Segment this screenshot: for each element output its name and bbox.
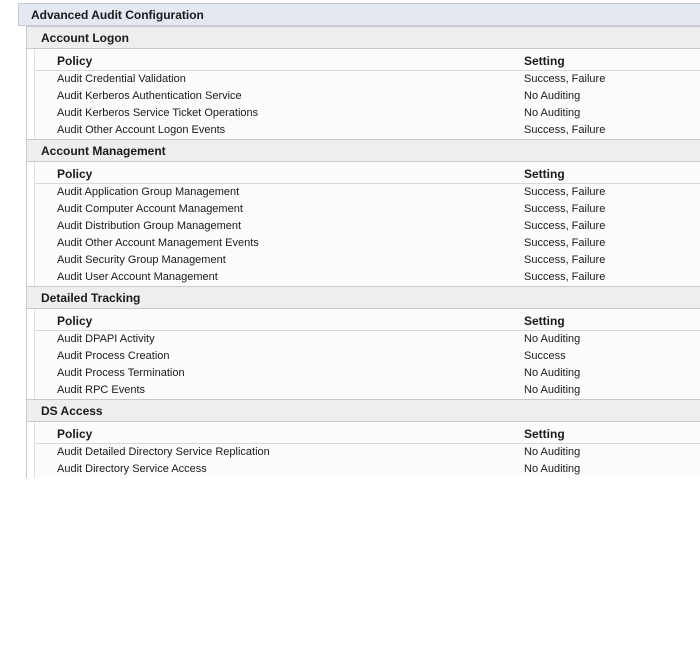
policy-setting: No Auditing [524, 333, 581, 345]
category-header-ds-access[interactable] [27, 399, 700, 422]
category-table-wrapper [27, 162, 700, 286]
category-header-account-management[interactable] [27, 139, 700, 162]
category-table-wrapper [27, 309, 700, 399]
column-header-policy: Policy [57, 314, 93, 328]
table-row[interactable] [35, 71, 700, 88]
policy-name: Audit DPAPI Activity [57, 333, 155, 345]
category-title: Detailed Tracking [41, 291, 141, 305]
table-header-row [35, 422, 700, 444]
policy-setting: No Auditing [524, 463, 581, 475]
table-header-row [35, 49, 700, 71]
policy-table [34, 49, 700, 139]
category-table-wrapper [27, 422, 700, 478]
policy-setting: Success, Failure [524, 271, 606, 283]
table-header-row [35, 162, 700, 184]
root-section-title: Advanced Audit Configuration [31, 8, 204, 22]
table-row[interactable] [35, 269, 700, 286]
column-header-policy: Policy [57, 427, 93, 441]
table-row[interactable] [35, 382, 700, 399]
column-header-policy: Policy [57, 167, 93, 181]
policy-name: Audit Computer Account Management [57, 203, 243, 215]
table-row[interactable] [35, 201, 700, 218]
table-row[interactable] [35, 184, 700, 201]
policy-name: Audit Kerberos Service Ticket Operations [57, 107, 259, 119]
policy-table [34, 422, 700, 478]
policy-setting: No Auditing [524, 384, 581, 396]
policy-table [34, 162, 700, 286]
policy-name: Audit Distribution Group Management [57, 220, 242, 232]
policy-setting: Success, Failure [524, 186, 606, 198]
table-row[interactable] [35, 122, 700, 139]
table-row[interactable] [35, 252, 700, 269]
table-row[interactable] [35, 105, 700, 122]
policy-name: Audit Process Creation [57, 350, 170, 362]
table-row[interactable] [35, 444, 700, 461]
category-account-logon [27, 26, 700, 139]
column-header-policy: Policy [57, 54, 93, 68]
policy-setting: Success, Failure [524, 237, 606, 249]
policy-setting: Success, Failure [524, 203, 606, 215]
table-row[interactable] [35, 461, 700, 478]
policy-name: Audit Application Group Management [57, 186, 240, 198]
policy-name: Audit RPC Events [57, 384, 146, 396]
category-title: DS Access [41, 404, 103, 418]
policy-setting: Success, Failure [524, 124, 606, 136]
category-header-detailed-tracking[interactable] [27, 286, 700, 309]
table-row[interactable] [35, 235, 700, 252]
policy-setting: Success, Failure [524, 220, 606, 232]
table-row[interactable] [35, 88, 700, 105]
column-header-setting: Setting [524, 314, 565, 328]
category-list [26, 26, 700, 478]
column-header-setting: Setting [524, 54, 565, 68]
policy-name: Audit User Account Management [57, 271, 218, 283]
table-header-row [35, 309, 700, 331]
category-account-management [27, 139, 700, 286]
policy-setting: Success, Failure [524, 73, 606, 85]
policy-name: Audit Detailed Directory Service Replication [57, 446, 270, 458]
policy-name: Audit Other Account Logon Events [57, 124, 226, 136]
policy-name: Audit Credential Validation [57, 73, 186, 85]
policy-setting: No Auditing [524, 90, 581, 102]
policy-name: Audit Kerberos Authentication Service [57, 90, 242, 102]
column-header-setting: Setting [524, 427, 565, 441]
policy-table [34, 309, 700, 399]
category-title: Account Management [41, 144, 166, 158]
table-row[interactable] [35, 365, 700, 382]
policy-name: Audit Directory Service Access [57, 463, 207, 475]
category-title: Account Logon [41, 31, 129, 45]
table-row[interactable] [35, 218, 700, 235]
policy-setting: Success [524, 350, 566, 362]
category-table-wrapper [27, 49, 700, 139]
policy-setting: Success, Failure [524, 254, 606, 266]
policy-setting: No Auditing [524, 367, 581, 379]
root-section-header[interactable] [18, 3, 700, 26]
policy-name: Audit Security Group Management [57, 254, 226, 266]
category-detailed-tracking [27, 286, 700, 399]
policy-setting: No Auditing [524, 107, 581, 119]
category-ds-access [27, 399, 700, 478]
policy-name: Audit Other Account Management Events [57, 237, 259, 249]
table-row[interactable] [35, 331, 700, 348]
table-row[interactable] [35, 348, 700, 365]
policy-name: Audit Process Termination [57, 367, 185, 379]
category-header-account-logon[interactable] [27, 26, 700, 49]
policy-setting: No Auditing [524, 446, 581, 458]
column-header-setting: Setting [524, 167, 565, 181]
advanced-audit-configuration-panel [18, 3, 700, 478]
